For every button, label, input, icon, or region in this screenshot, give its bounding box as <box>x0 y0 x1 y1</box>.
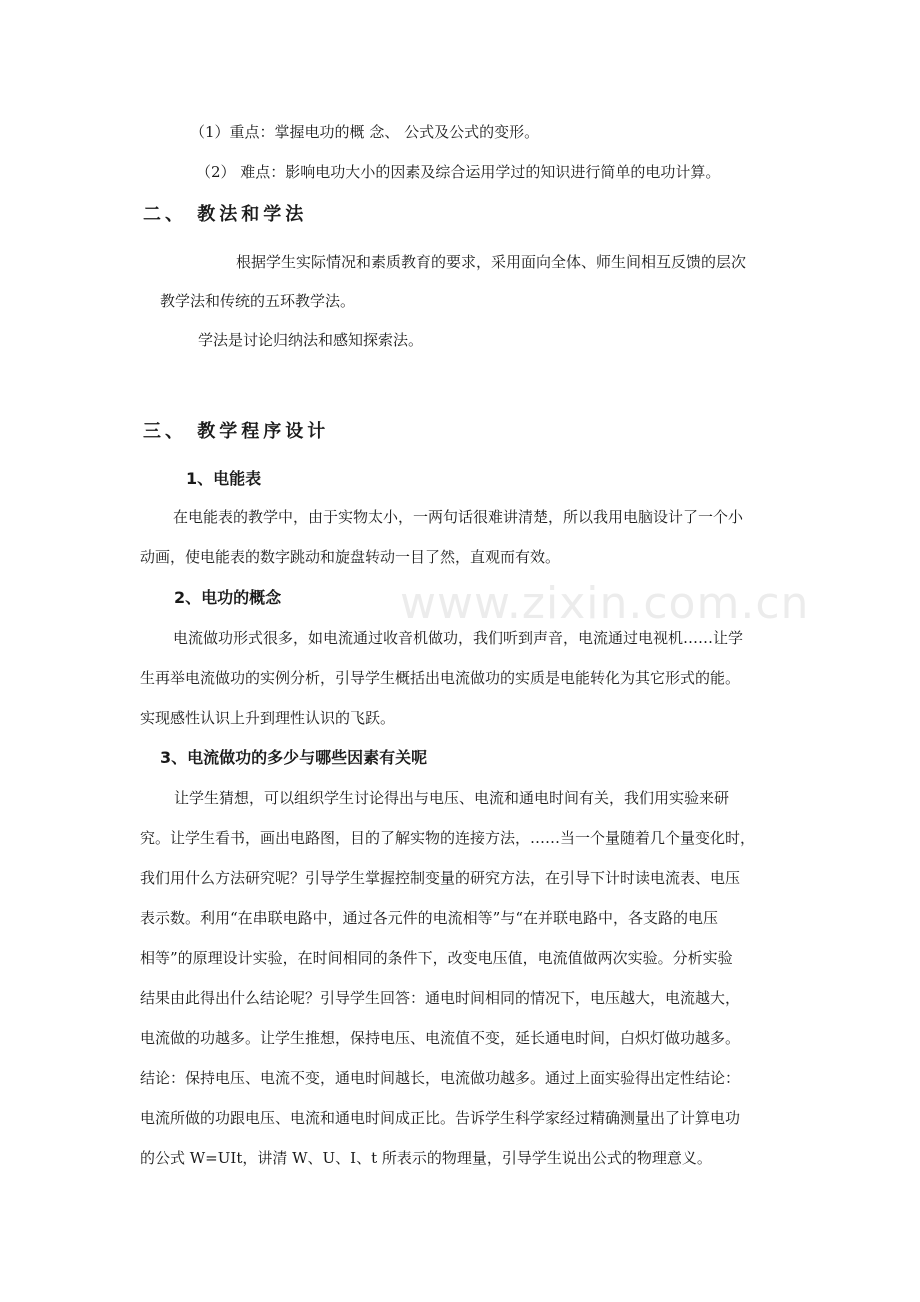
key-point-line: （1）重点：掌握电功的概 念、 公式及公式的变形。 <box>190 123 540 141</box>
sub2-line: 电流做功形式很多，如电流通过收音机做功，我们听到声音，电流通过电视机……让学 <box>173 629 744 647</box>
section2-heading: 二、 教法和学法 <box>143 204 308 225</box>
sub2-line: 生再举电流做功的实例分析，引导学生概括出电流做功的实质是电能转化为其它形式的能。 <box>140 669 741 687</box>
sub3-line: 结论：保持电压、电流不变，通电时间越长，电流做功越多。通过上面实验得出定性结论： <box>140 1069 741 1087</box>
sub3-line: 电流做的功越多。让学生推想，保持电压、电流值不变，延长通电时间，白炽灯做功越多。 <box>140 1029 741 1047</box>
difficult-point-line: （2） 难点：影响电功大小的因素及综合运用学过的知识进行简单的电功计算。 <box>196 163 721 181</box>
sub1-heading: 1、电能表 <box>186 469 262 488</box>
sub2-line: 实现感性认识上升到理性认识的飞跃。 <box>140 709 396 727</box>
sub3-line: 究。让学生看书，画出电路图，目的了解实物的连接方法，……当一个量随着几个量变化时， <box>140 829 756 847</box>
sub3-line: 结果由此得出什么结论呢？引导学生回答：通电时间相同的情况下，电压越大，电流越大， <box>140 989 741 1007</box>
sub3-line: 让学生猜想，可以组织学生讨论得出与电压、电流和通电时间有关，我们用实验来研 <box>174 789 730 807</box>
section2-para1-line2: 教学法和传统的五环教学法。 <box>160 292 356 310</box>
sub3-line: 的公式 W=UIt，讲清 W、U、I、t 所表示的物理量，引导学生说出公式的物理意义。 <box>140 1149 712 1167</box>
sub3-heading: 3、电流做功的多少与哪些因素有关呢 <box>160 748 428 767</box>
sub2-heading: 2、电功的概念 <box>174 588 282 607</box>
sub1-line: 动画，使电能表的数字跳动和旋盘转动一目了然，直观而有效。 <box>140 548 561 566</box>
section3-heading: 三、 教学程序设计 <box>143 421 330 442</box>
sub3-line: 相等”的原理设计实验，在时间相同的条件下，改变电压值，电流值做两次实验。分析实验 <box>140 949 733 967</box>
sub3-line: 电流所做的功跟电压、电流和通电时间成正比。告诉学生科学家经过精确测量出了计算电功 <box>140 1109 741 1127</box>
section2-para2: 学法是讨论归纳法和感知探索法。 <box>198 331 424 349</box>
section2-para1-line1: 根据学生实际情况和素质教育的要求，采用面向全体、师生间相互反馈的层次 <box>236 253 747 271</box>
sub1-line: 在电能表的教学中，由于实物太小，一两句话很难讲清楚，所以我用电脑设计了一个小 <box>173 508 744 526</box>
sub3-line: 我们用什么方法研究呢？引导学生掌握控制变量的研究方法，在引导下计时读电流表、电压 <box>140 869 741 887</box>
watermark: www.zixin.com.cn <box>400 578 810 629</box>
sub3-line: 表示数。利用“在串联电路中，通过各元件的电流相等”与“在并联电路中，各支路的电压 <box>140 909 719 927</box>
